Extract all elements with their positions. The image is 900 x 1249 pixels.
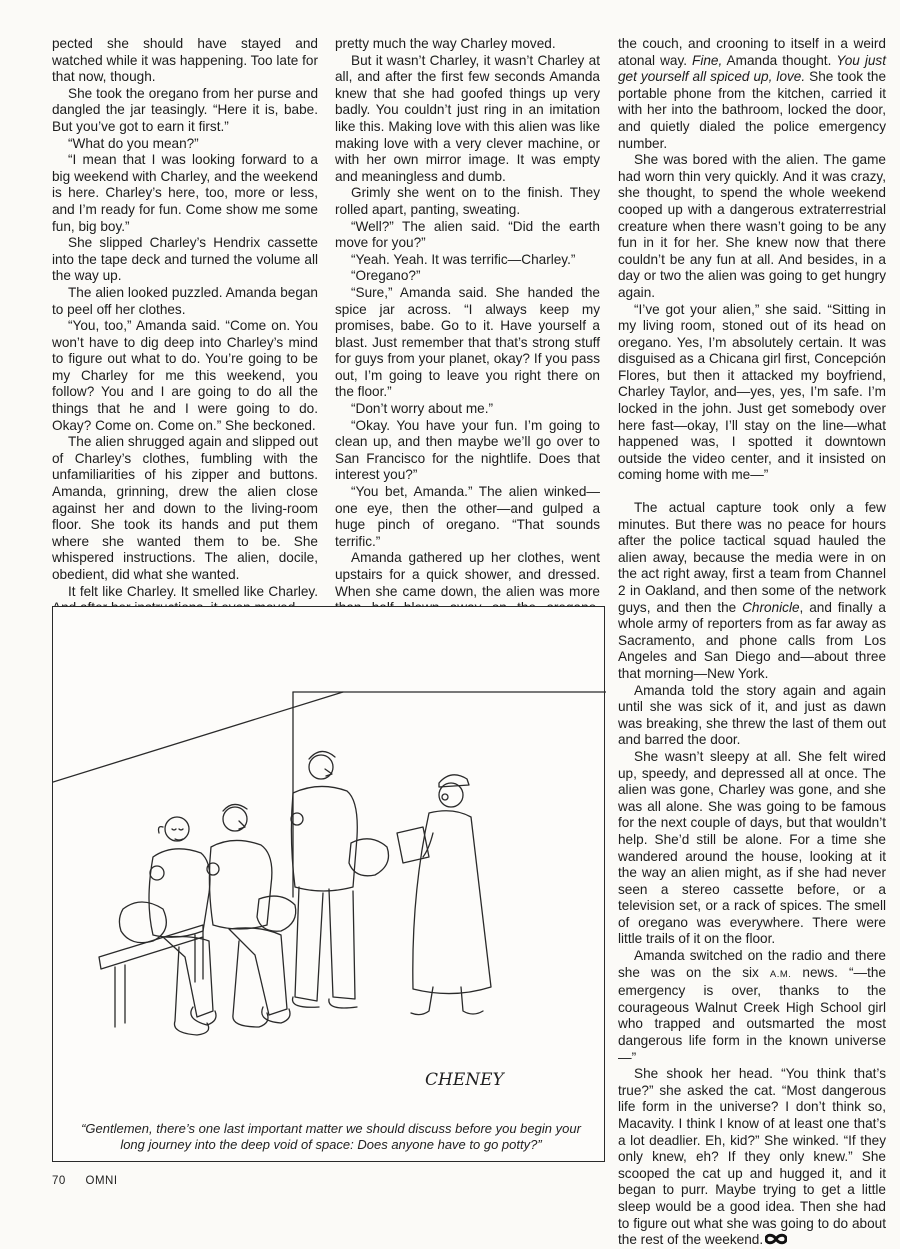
cartoon-panel	[52, 606, 605, 1162]
paragraph: “Don’t worry about me.”	[351, 401, 494, 417]
paragraph: She wasn’t sleepy at all. She felt wired up, speedy, and depressed all at once. The alien was gone, Charley was gone, and she was all alone. She was going to be famous for the next couple of days, but that wouldn’t help. She’d still be alone. For a time she wandered around the house, looking at it the way an alien might, as if she had never seen a stereo cassette before, or a television set, or a rack of spices. The smell of oregano was everywhere. There were little trails of it on the floor.	[618, 748, 886, 947]
paragraph: “You bet, Amanda.” The alien winked—one eye, then the other—and gulped a huge pinch of oregano. “That sounds terrific.”	[335, 484, 600, 549]
magazine-name: OMNI	[85, 1175, 118, 1187]
paragraph: The actual capture took only a few minutes. But there was no peace for hours after the police tactical squad hauled the alien away, because the media were in on the act right away, first a team from Channel 2 in Oakland, and then some of the network guys, and then the Chronicle, and finally a whole army of reporters from as far away as Sacramento, and phone calls from Los Angeles and San Diego and—about three that morning—New York.	[618, 500, 886, 681]
paragraph: But it wasn’t Charley, it wasn’t Charley at all, and after the first few seconds Amanda knew that she had goofed things up very badly. You couldn’t just ring in an imitation like this. Making love with this alien was like making love with a very clever machine, or with her own mirror image. It was empty and meaningless and dumb.	[335, 52, 600, 184]
paragraph: She took the oregano from her purse and dangled the jar teasingly. “Here it is, babe. But you’ve got to earn it first.”	[52, 85, 318, 134]
paragraph: “Well?” The alien said. “Did the earth move for you?”	[335, 218, 600, 251]
cartoonist-signature: CHENEY	[425, 1070, 504, 1090]
bench	[99, 925, 203, 1027]
end-of-story-mark-icon	[765, 1233, 787, 1245]
text-column-1	[52, 36, 318, 617]
doctor-with-clipboard	[397, 775, 491, 1015]
paragraph: It felt like Charley. It smelled like Charley.	[68, 583, 318, 599]
paragraph: She was bored with the alien. The game had worn thin very quickly. And it was crazy, she thought, to spend the whole weekend cooped up with a dangerous extraterrestrial creature when there wasn’t going to be any fun in it for her. She knew now that there couldn’t be any fun at all. And besides, in a day or two the alien was going to get hungry again.	[618, 152, 886, 300]
paragraph: “Oregano?”	[351, 268, 421, 284]
paragraph: The alien looked puzzled. Amanda began to peel off her clothes.	[52, 284, 318, 317]
paragraph: Grimly she went on to the finish. They rolled apart, panting, sweating.	[335, 185, 600, 217]
paragraph: “What do you mean?”	[68, 135, 199, 151]
paragraph: The alien shrugged again and slipped out of Charley’s clothes, fumbling with the unfamiliarities of his zipper and buttons. Amanda, grinning, drew the alien close against her and down to the living-room floor. She took its hands and put them where she wanted them to be. She whispered instructions. The alien, docile, obedient, did what she wanted.	[52, 434, 318, 582]
page-footer	[52, 1175, 118, 1187]
paragraph: “I mean that I was looking forward to a big weekend with Charley, and the weekend is here. Charley’s here, too, more or less, and I’m ready for fun. Come show me some fun, big boy.”	[52, 152, 318, 234]
cartoon-caption: “Gentlemen, there’s one last important matter we should discuss before you begin your long journey into the deep void of space: Does anyone have to go potty?”	[81, 1121, 581, 1152]
paragraph: Amanda switched on the radio and there she was on the six A.M. news. “—the emergency is over, thanks to the courageous Walnut Creek High School girl who trapped and outsmarted the most dangerous life form in the known universe—”	[618, 948, 886, 1065]
paragraph: “You, too,” Amanda said. “Come on. You won’t have to dig deep into Charley’s mind to figure out what to do. You’re going to be my Charley for me this weekend, you follow? You and I are going to do all the things that he and I were going to do. Okay? Come on. Come on.” She beckoned.	[52, 318, 318, 433]
lab-coat	[413, 811, 491, 994]
paragraph: She shook her head. “You think that’s true?” she asked the cat. “Most dangerous life form in the universe? I don’t think so, Macavity. I think I know of at least one that’s a lot deadlier. Eh, kid?” She winked. “If they only knew, eh? If they only knew.” She scooped the cat up and hugged it, and it began to purr. Maybe trying to get a little sleep would be a good idea. Then she had to figure out what she was going to do about the rest of the weekend.	[618, 1066, 886, 1248]
astronaut-standing	[291, 751, 389, 1008]
text-column-3	[618, 36, 886, 1249]
paragraph: Amanda gathered up her clothes, went upstairs for a quick shower, and dressed. When she came down, the alien was more	[335, 550, 600, 599]
astronaut-seated-2	[207, 804, 296, 1027]
paragraph: pretty much the way Charley moved.	[335, 36, 556, 51]
paragraph: pected she should have stayed and watched while it was happening. Too late for that now, though.	[52, 36, 318, 85]
paragraph: “Sure,” Amanda said. She handed the spice jar across. “I always keep my promises, babe. Go to it. Have yourself a blast. Just remember that that’s strong stuff for guys from your planet, okay? If you pass out, I’m going to leave you right there on the floor.”	[335, 284, 600, 400]
page-number: 70	[52, 1175, 66, 1187]
clipboard	[397, 827, 429, 863]
helmet	[119, 902, 166, 943]
cartoon-illustration	[53, 607, 606, 1163]
paragraph: the couch, and crooning to itself in a weird atonal way. Fine, Amanda thought. You just get yourself all spiced up, love. She took the portable phone from the kitchen, carried it with her into the bathroom, locked the door, and quietly dialed the police emergency number.	[618, 36, 886, 151]
paragraph: Amanda told the story again and again until she was sick of it, and just as dawn was breaking, she threw the last of them out and barred the door.	[618, 682, 886, 748]
paragraph: She slipped Charley’s Hendrix cassette into the tape deck and turned the volume all the way up.	[52, 235, 318, 284]
paragraph: “I’ve got your alien,” she said. “Sitting in my living room, stoned out of its head on oregano. Yes, I’m absolutely certain. It was disguised as a Chicana girl first, Concepción Flores, but then it attacked my boyfriend, Charley Taylor, and—yes, yes, I’m safe. I’m locked in the john. Just get somebody over here fast—okay, I’ll stay on the line—what happened was, I spotted it downtown outside the video center, and it insisted on coming home with me—”	[618, 301, 886, 483]
text-column-2	[335, 36, 600, 650]
wall-ceiling-line	[53, 692, 343, 782]
paragraph: “Yeah. Yeah. It was terrific—Charley.”	[351, 251, 576, 267]
paragraph: “Okay. You have your fun. I’m going to clean up, and then maybe we’ll go over to San Francisco for the nightlife. Does that interest you?”	[335, 417, 600, 483]
